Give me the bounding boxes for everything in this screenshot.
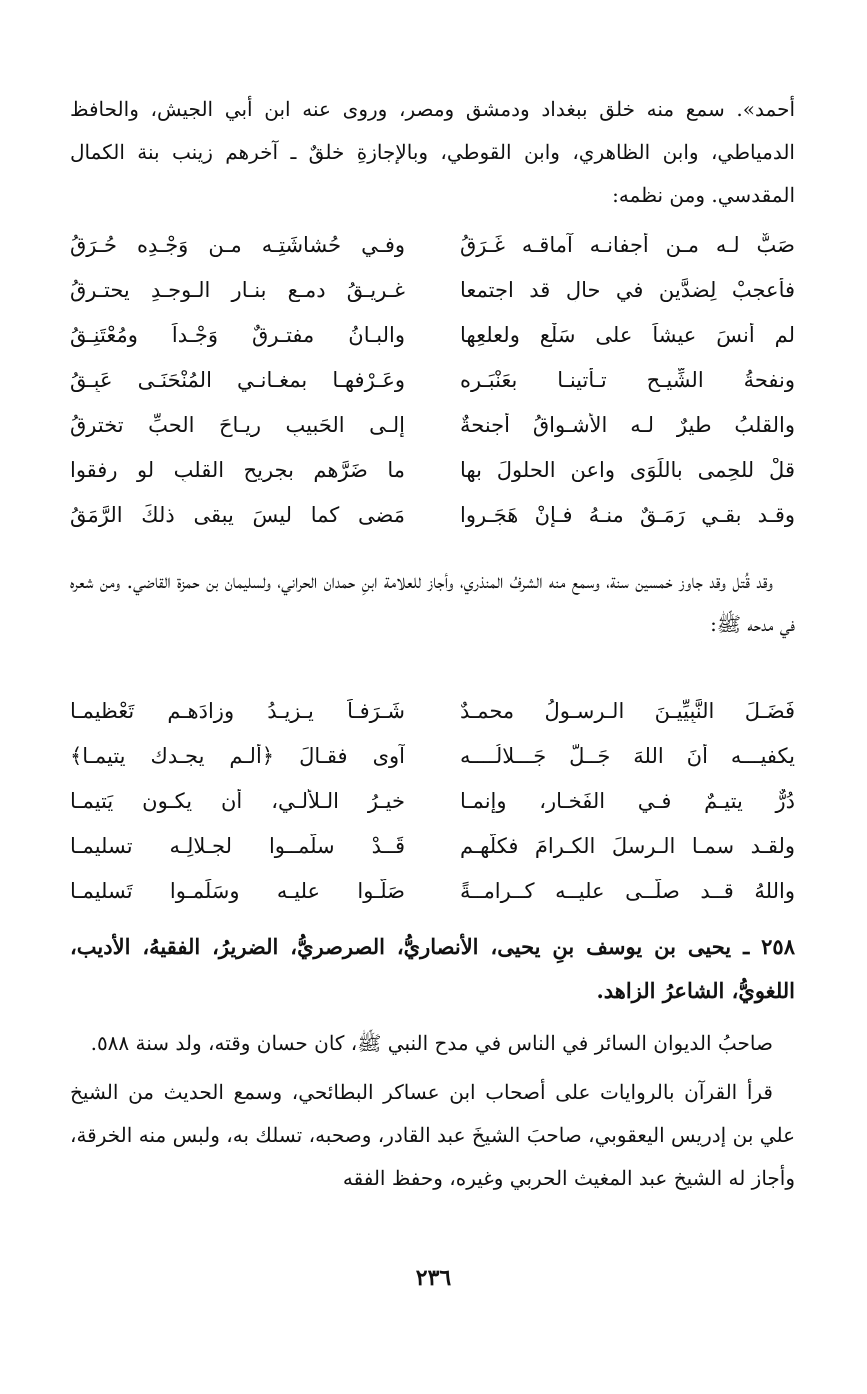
verse-line	[70, 447, 795, 492]
first-hemistich: واللهُ قــد صلَّــى عليــه كــرامــةً	[460, 878, 795, 903]
second-hemistich: صَلُّـوا عليـه وسَلِّمـوا تَسليمـا	[70, 878, 405, 903]
second-hemistich: إلـى الحَبيبِ ريـاحَ الحبِّ تخترقُ	[70, 412, 405, 437]
verse-line	[70, 778, 795, 823]
verse-line	[70, 222, 795, 267]
prose-middle	[70, 560, 795, 646]
entry-heading: ٢٥٨ ـ يحيى بن يوسف بنِ يحيى، الأنصاريُّ، الصرصريُّ، الضريرُ، الفقيهُ، الأديب، اللغويُّ، الشاعرُ الزاهد.	[70, 934, 795, 1003]
first-hemistich: فأعجبْ لِضدَّينِ في حالٍ قد اجتمعا	[460, 277, 795, 302]
second-hemistich: خيـرُ الـلأَّلـي، أن يكـون يَتيمـا	[70, 788, 405, 813]
verse-line	[70, 492, 795, 537]
poem-2	[70, 688, 795, 913]
first-hemistich: لم أنسَ عيشاً على سَلْعٍ ولعلعِها	[460, 322, 795, 347]
second-hemistich: غـريـقُ دمـعٍ بنـار الـوجـدِ يحتـرقُ	[70, 277, 405, 302]
paragraph: أحمد». سمع منه خلق ببغداد ودمشق ومصر، وروى عنه ابن أبي الجيش، والحافظ الدمياطي، وابن الظاهري، وابن القوطي، وبالإجازةِ خلقٌ ـ آخرهم زينب بنة الكمال المقدسي. ومن نظمه:	[70, 97, 795, 207]
prose-bottom	[70, 1022, 795, 1200]
paragraph: قرأ القرآن بالروايات على أصحاب ابن عساكر البطائحي، وسمع الحديث من الشيخ علي بن إدريس اليعقوبي، صاحبَ الشيخَ عبد القادر، وصحبه، تسلك به، ولبس منه الخرقة، وأجاز له الشيخ عبد المغيث الحربي وغيره، وحفظ الفقه	[70, 1080, 795, 1190]
second-hemistich: شَـرَفـاً يـزيـدُ وزادَهـم تَعْظيمـا	[70, 698, 405, 723]
verse-line	[70, 868, 795, 913]
second-hemistich: آوى فقـالَ ﴿ألـم يجـدك يتيمـا﴾	[70, 743, 405, 768]
first-hemistich: والقلبُ طيرٌ لـه الأشـواقُ أجنحةٌ	[460, 412, 795, 437]
verse-line	[70, 688, 795, 733]
first-hemistich: وقـد بقـي رَمَـقٌ منـهُ فـإنْ هَجَـروا	[460, 502, 795, 527]
verse-line	[70, 823, 795, 868]
prose-top	[70, 88, 795, 217]
second-hemistich: ما ضَرَّهم بجريحِ القلبِ لو رفقوا	[70, 457, 405, 482]
second-hemistich: والبـانُ مفتـرقٌ وَجْـداً ومُعْتَنِـقُ	[70, 322, 405, 347]
first-hemistich: صَبٌّ لـه مـن أجفانـه آماقـه غَـرَقُ	[460, 232, 795, 257]
first-hemistich: قلْ للحِمى باللِّوَى واعن الحلولَ بها	[460, 457, 795, 482]
verse-line	[70, 402, 795, 447]
first-hemistich: ونفحةُ الشِّيـحِ تـأتينـا بعَنْبَـرِه	[460, 367, 795, 392]
second-hemistich: وفـي حُشاشَتِـه مـن وَجْـدِه حُـرَقُ	[70, 232, 405, 257]
second-hemistich: وعَـرْفهـا بمغـانـي المُنْحَنَـى عَبِـقُ	[70, 367, 405, 392]
poem-1	[70, 222, 795, 537]
page-number: ٢٣٦	[415, 1265, 452, 1291]
biography-entry-heading	[70, 925, 795, 1013]
first-hemistich: دُرٌّ يتيـمٌ فـي الفَخـار، وإنمـا	[460, 788, 795, 813]
verse-line	[70, 357, 795, 402]
verse-line	[70, 733, 795, 778]
second-hemistich: قَــدْ سلَّمــوا لجـلالِـه تسليمـا	[70, 833, 405, 858]
paragraph: صاحبُ الديوان السائر في الناس في مدح النبي ﷺ، كان حسان وقته، ولد سنة ٥٨٨.	[90, 1031, 773, 1055]
first-hemistich: ولقـد سمـا الـرسلَ الكـرامَ فكلُّهـم	[460, 833, 795, 858]
first-hemistich: يكفيـــه أنَ اللهَ جَــلَّ جَـــلالُــــه	[460, 743, 795, 768]
verse-line	[70, 312, 795, 357]
verse-line	[70, 267, 795, 312]
first-hemistich: فَضَـلَ النَّبِيِّيـنَ الـرسـولُ محمـدٌ	[460, 698, 795, 723]
second-hemistich: مَضى كما ليسَ يبقى ذلكَ الرَّمَقُ	[70, 502, 405, 527]
paragraph: وقد قُتل وقد جاوز خمسين سنة، وسمع منه الشرفُ المنذري، وأجاز للعلامة ابنِ حمدان الحراني، ولسليمان بن حمزة القاضي. ومن شعره في مدحه ﷺ:	[70, 569, 795, 636]
